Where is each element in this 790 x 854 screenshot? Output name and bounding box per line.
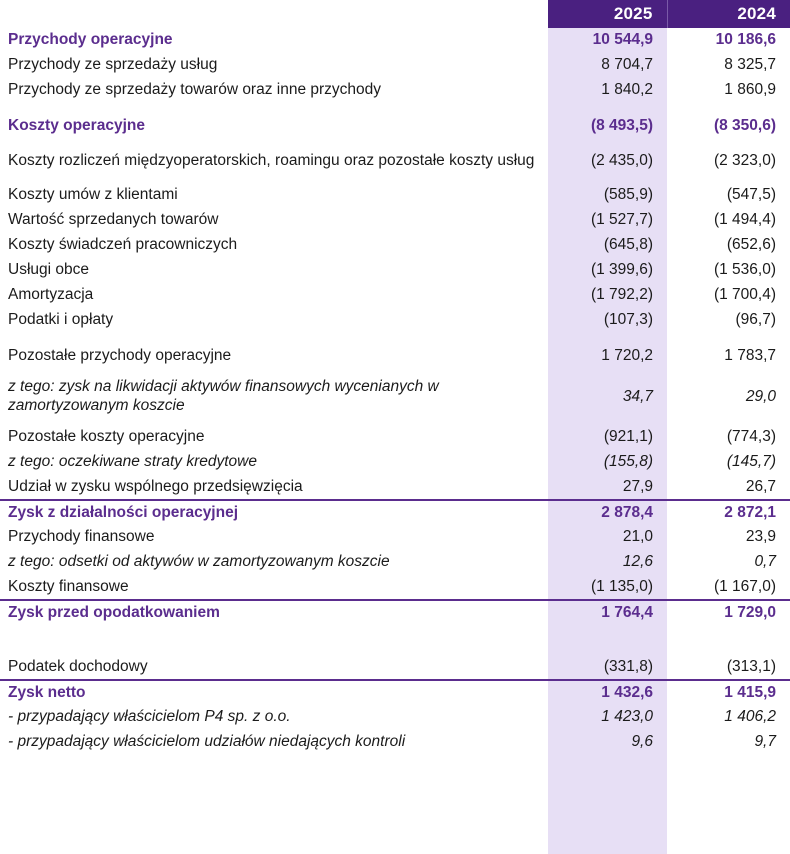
row-value-2025: (107,3) <box>603 311 653 329</box>
row-label: Podatek dochodowy <box>8 657 148 675</box>
row-value-2025: (1 527,7) <box>590 211 653 229</box>
row-value-2025: 2 878,4 <box>548 500 667 525</box>
row-value-2024: (652,6) <box>726 236 776 254</box>
row-label: Przychody operacyjne <box>8 31 173 49</box>
row-value-2024: (547,5) <box>726 186 776 204</box>
table-row <box>0 28 790 53</box>
row-value-2024: 1 729,0 <box>667 600 790 625</box>
table-row <box>0 139 790 183</box>
spacer-cell <box>667 625 790 655</box>
row-label: z tego: odsetki od aktywów w zamortyzowanym koszcie <box>8 553 390 571</box>
header-label-cell <box>0 0 548 28</box>
row-label: - przypadający właścicielom udziałów niedających kontroli <box>8 733 406 751</box>
header-year-2024: 2024 <box>667 0 790 28</box>
row-value-2024: 1 406,2 <box>724 708 776 726</box>
row-value-2025: (1 135,0) <box>590 577 653 595</box>
row-value-2024: 8 325,7 <box>724 56 776 74</box>
row-value-2025: 8 704,7 <box>601 56 653 74</box>
row-label: Koszty finansowe <box>8 577 129 595</box>
row-value-2025: (921,1) <box>603 428 653 446</box>
row-value-2025: 1 432,6 <box>548 680 667 705</box>
row-value-2024: (1 167,0) <box>713 577 776 595</box>
row-value-2024: (2 323,0) <box>713 151 776 169</box>
table-row <box>0 183 790 208</box>
header-year-2025: 2025 <box>548 0 667 28</box>
row-label: Pozostałe przychody operacyjne <box>8 347 232 365</box>
spacer-cell <box>667 103 790 114</box>
table-row <box>0 258 790 283</box>
row-value-2024: (774,3) <box>726 428 776 446</box>
table-row <box>0 730 790 755</box>
table-row <box>0 500 790 525</box>
table-spacer-row <box>0 103 790 114</box>
row-value-2024: (1 494,4) <box>713 211 776 229</box>
table-row <box>0 233 790 258</box>
row-value-2024: 23,9 <box>745 528 776 546</box>
table-row <box>0 425 790 450</box>
row-label: Zysk z działalności operacyjnej <box>0 500 548 525</box>
row-value-2024: 10 186,6 <box>715 31 776 49</box>
row-value-2024: (1 536,0) <box>713 261 776 279</box>
row-value-2025: 10 544,9 <box>592 31 653 49</box>
row-value-2024: 1 860,9 <box>724 81 776 99</box>
row-value-2024: 1 783,7 <box>724 347 776 365</box>
header-row <box>0 0 790 28</box>
row-label: Amortyzacja <box>8 286 94 304</box>
row-value-2024: 29,0 <box>745 387 776 405</box>
spacer-cell <box>548 625 667 655</box>
row-value-2025: 21,0 <box>622 528 653 546</box>
row-value-2025: 9,6 <box>631 733 653 751</box>
table-row <box>0 705 790 730</box>
row-value-2025: 1 423,0 <box>601 708 653 726</box>
row-value-2025: 1 764,4 <box>548 600 667 625</box>
spacer-cell <box>0 103 548 114</box>
row-label: Zysk netto <box>0 680 548 705</box>
row-label: Zysk przed opodatkowaniem <box>0 600 548 625</box>
row-value-2024: 2 872,1 <box>667 500 790 525</box>
row-value-2025: (8 493,5) <box>590 117 653 135</box>
table-body <box>0 28 790 755</box>
row-value-2025: (645,8) <box>603 236 653 254</box>
row-value-2024: (8 350,6) <box>713 117 776 135</box>
row-label: Koszty świadczeń pracowniczych <box>8 236 238 254</box>
table-row <box>0 575 790 600</box>
table-row <box>0 550 790 575</box>
spacer-cell <box>0 625 548 655</box>
row-label: Przychody finansowe <box>8 528 155 546</box>
table-spacer-row <box>0 333 790 344</box>
row-label: z tego: zysk na likwidacji aktywów finansowych wycenianych w zamortyzowanym koszcie <box>8 378 439 414</box>
row-label: Przychody ze sprzedaży towarów oraz inne przychody <box>8 81 382 99</box>
row-value-2024: (313,1) <box>726 657 776 675</box>
row-label: Koszty rozliczeń międzyoperatorskich, roamingu oraz pozostałe koszty usług <box>8 151 535 169</box>
row-label: Przychody ze sprzedaży usług <box>8 56 218 74</box>
row-value-2025: 12,6 <box>622 553 653 571</box>
table-row <box>0 475 790 500</box>
row-value-2024: (1 700,4) <box>713 286 776 304</box>
row-value-2024: 1 415,9 <box>667 680 790 705</box>
table-row <box>0 308 790 333</box>
table-row <box>0 53 790 78</box>
row-value-2024: 9,7 <box>754 733 776 751</box>
row-label: Koszty umów z klientami <box>8 186 178 204</box>
row-label: z tego: oczekiwane straty kredytowe <box>8 453 257 471</box>
spacer-cell <box>548 103 667 114</box>
table-row <box>0 344 790 369</box>
row-value-2024: 26,7 <box>745 477 776 495</box>
row-value-2025: 1 840,2 <box>601 81 653 99</box>
row-value-2025: (1 399,6) <box>590 261 653 279</box>
spacer-cell <box>667 333 790 344</box>
table-row <box>0 655 790 680</box>
table-row <box>0 525 790 550</box>
row-label: Usługi obce <box>8 261 89 279</box>
table-row <box>0 208 790 233</box>
row-label: Podatki i opłaty <box>8 311 114 329</box>
table-row <box>0 369 790 425</box>
table-row <box>0 78 790 103</box>
spacer-cell <box>0 333 548 344</box>
row-value-2025: 34,7 <box>622 387 653 405</box>
table-row <box>0 450 790 475</box>
table-row <box>0 283 790 308</box>
row-label: Pozostałe koszty operacyjne <box>8 428 205 446</box>
table-row <box>0 114 790 139</box>
row-value-2025: (2 435,0) <box>590 151 653 169</box>
row-label: Wartość sprzedanych towarów <box>8 211 219 229</box>
table-row <box>0 600 790 625</box>
table-row <box>0 680 790 705</box>
row-value-2025: (155,8) <box>603 453 653 471</box>
row-label: - przypadający właścicielom P4 sp. z o.o. <box>8 708 291 726</box>
row-value-2024: (96,7) <box>735 311 776 329</box>
row-value-2025: (1 792,2) <box>590 286 653 304</box>
row-value-2024: 0,7 <box>754 553 776 571</box>
table-spacer-row <box>0 625 790 655</box>
row-label: Udział w zysku wspólnego przedsięwzięcia <box>8 477 303 495</box>
row-value-2025: (331,8) <box>603 657 653 675</box>
row-value-2024: (145,7) <box>726 453 776 471</box>
row-value-2025: 1 720,2 <box>601 347 653 365</box>
row-value-2025: 27,9 <box>622 477 653 495</box>
table-header <box>0 0 790 28</box>
row-label: Koszty operacyjne <box>8 117 145 135</box>
row-value-2025: (585,9) <box>603 186 653 204</box>
spacer-cell <box>548 333 667 344</box>
